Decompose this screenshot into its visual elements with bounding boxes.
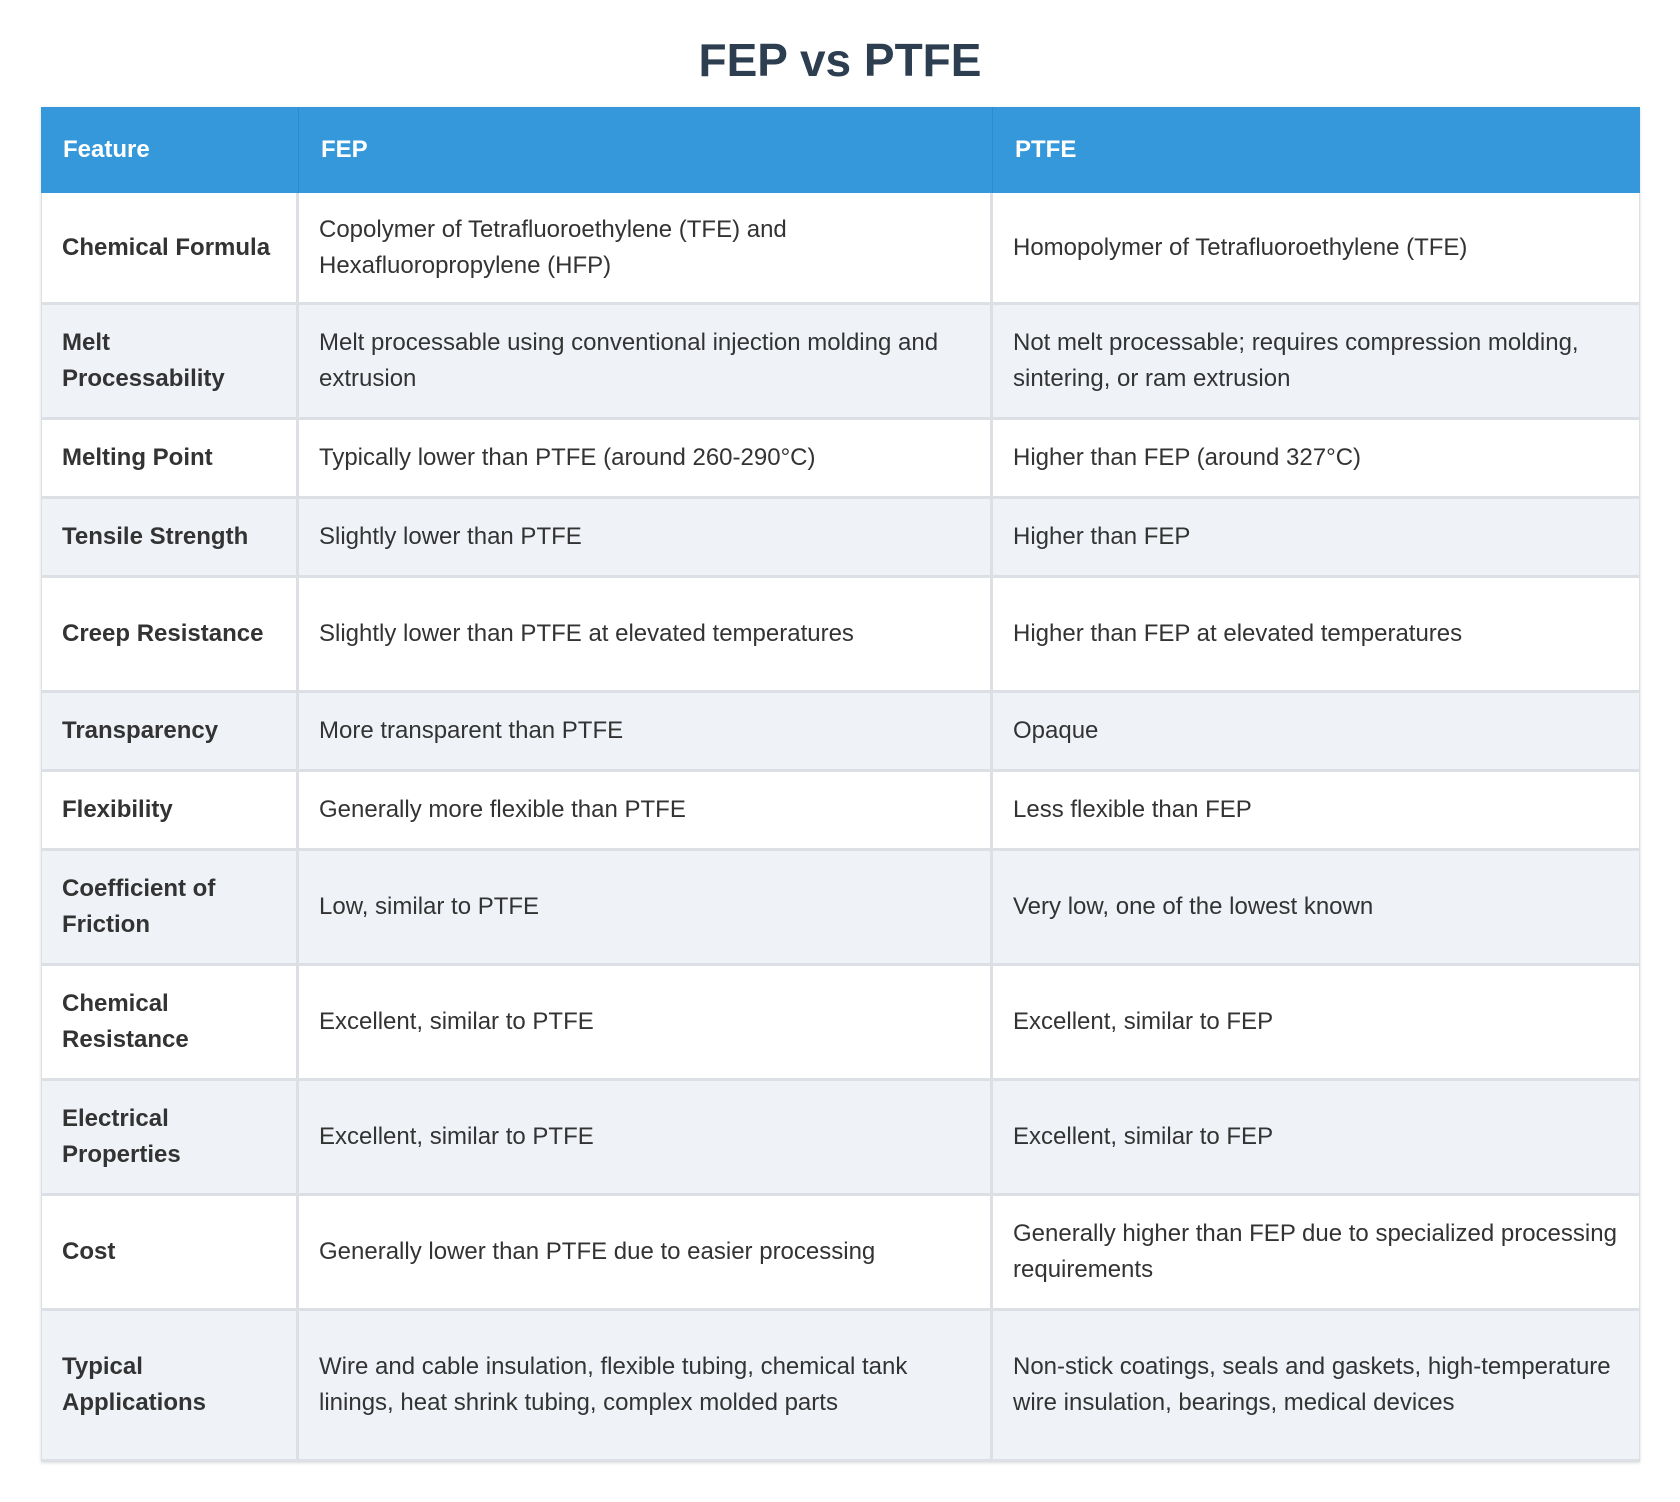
ptfe-cell: Homopolymer of Tetrafluoroethylene (TFE) [993,193,1640,305]
feature-cell: Cost [41,1196,299,1311]
fep-cell: Typically lower than PTFE (around 260-290°C) [299,420,993,499]
table-row [41,499,1640,578]
ptfe-cell: Less flexible than FEP [993,772,1640,851]
table-row [41,1081,1640,1196]
fep-cell: More transparent than PTFE [299,693,993,772]
feature-cell: Electrical Properties [41,1081,299,1196]
ptfe-cell: Excellent, similar to FEP [993,1081,1640,1196]
fep-cell: Excellent, similar to PTFE [299,966,993,1081]
fep-cell: Copolymer of Tetrafluoroethylene (TFE) and Hexafluoropropylene (HFP) [299,193,993,305]
ptfe-cell: Very low, one of the lowest known [993,851,1640,966]
feature-cell: Melting Point [41,420,299,499]
comparison-table [41,107,1640,1462]
feature-cell: Coefficient of Friction [41,851,299,966]
table-row [41,420,1640,499]
feature-cell: Creep Resistance [41,578,299,693]
fep-cell: Generally more flexible than PTFE [299,772,993,851]
table-header [41,107,1640,193]
feature-cell: Chemical Resistance [41,966,299,1081]
ptfe-cell: Excellent, similar to FEP [993,966,1640,1081]
ptfe-cell: Higher than FEP (around 327°C) [993,420,1640,499]
fep-cell: Slightly lower than PTFE at elevated temperatures [299,578,993,693]
ptfe-cell: Non-stick coatings, seals and gaskets, high-temperature wire insulation, bearings, medical devices [993,1311,1640,1462]
ptfe-cell: Higher than FEP [993,499,1640,578]
fep-cell: Excellent, similar to PTFE [299,1081,993,1196]
table-row [41,193,1640,305]
table-row [41,1311,1640,1462]
feature-cell: Chemical Formula [41,193,299,305]
feature-cell: Tensile Strength [41,499,299,578]
table-row [41,578,1640,693]
header-fep: FEP [299,107,993,193]
table-body [41,193,1640,1462]
table-row [41,1196,1640,1311]
page-title: FEP vs PTFE [698,34,982,86]
header-feature: Feature [41,107,299,193]
table-row [41,772,1640,851]
fep-cell: Low, similar to PTFE [299,851,993,966]
feature-cell: Typical Applications [41,1311,299,1462]
ptfe-cell: Opaque [993,693,1640,772]
fep-cell: Wire and cable insulation, flexible tubing, chemical tank linings, heat shrink tubing, complex molded parts [299,1311,993,1462]
ptfe-cell: Not melt processable; requires compression molding, sintering, or ram extrusion [993,305,1640,420]
fep-cell: Slightly lower than PTFE [299,499,993,578]
table-row [41,305,1640,420]
feature-cell: Flexibility [41,772,299,851]
table-row [41,693,1640,772]
feature-cell: Melt Processability [41,305,299,420]
table-row [41,966,1640,1081]
ptfe-cell: Generally higher than FEP due to specialized processing requirements [993,1196,1640,1311]
ptfe-cell: Higher than FEP at elevated temperatures [993,578,1640,693]
fep-cell: Generally lower than PTFE due to easier processing [299,1196,993,1311]
table-row [41,851,1640,966]
header-ptfe: PTFE [993,107,1640,193]
fep-cell: Melt processable using conventional injection molding and extrusion [299,305,993,420]
feature-cell: Transparency [41,693,299,772]
header-row [41,107,1640,193]
